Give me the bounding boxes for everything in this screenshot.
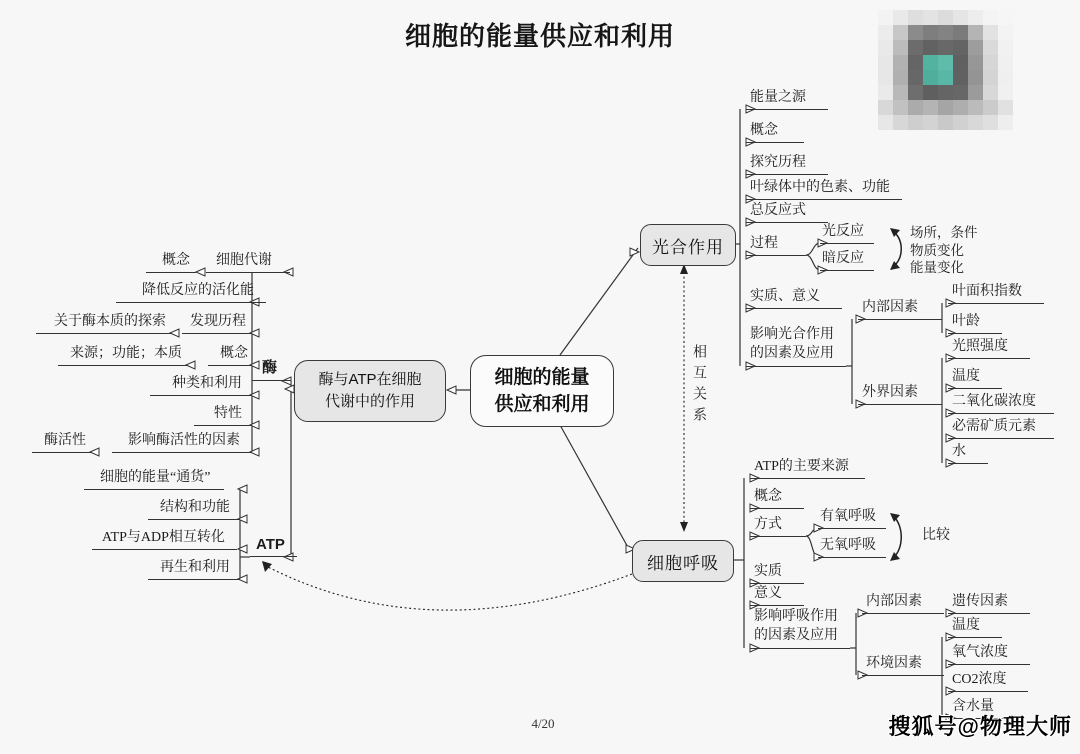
logo-pixel [998, 115, 1013, 130]
logo-pixel [953, 40, 968, 55]
logo-pixel [938, 70, 953, 85]
open-arrow-left [196, 268, 205, 276]
logo-pixel [968, 115, 983, 130]
logo-pixel [998, 85, 1013, 100]
logo-pixel [908, 115, 923, 130]
leaf-resp-factors-line2: 的因素及应用 [754, 628, 838, 643]
logo-pixel [983, 70, 998, 85]
logo-pixel [893, 40, 908, 55]
leaf-resp-genetic: 遗传因素 [948, 593, 1030, 614]
open-arrow-left [238, 485, 247, 493]
leaf-photo-minerals: 必需矿质元素 [948, 418, 1054, 439]
logo-pixel [878, 115, 893, 130]
leaf-resp-internal: 内部因素 [862, 593, 944, 614]
leaf-resp-environment: 环境因素 [862, 655, 944, 676]
process-note-line3: 能量变化 [910, 260, 964, 275]
enzyme-atp-node-line1: 酶与ATP在细胞 [318, 371, 422, 388]
center-node-line2: 供应和利用 [494, 394, 590, 415]
logo-pixel [923, 115, 938, 130]
leaf-resp-essence: 实质 [750, 563, 804, 584]
leaf-atp-conversion: ATP与ADP相互转化 [92, 529, 237, 550]
logo-pixel [938, 85, 953, 100]
logo-pixel [908, 25, 923, 40]
leaf-enzyme-concept-tag: 概念 [146, 252, 196, 273]
logo-pixel [878, 100, 893, 115]
leaf-enzyme-activity-factors: 影响酶活性的因素 [112, 432, 252, 453]
photosynthesis-node: 光合作用 [640, 224, 736, 266]
logo-pixel [878, 40, 893, 55]
logo-pixel [923, 100, 938, 115]
logo-pixel [878, 55, 893, 70]
leaf-photo-factors [746, 325, 846, 367]
relation-label: 相互关系 [691, 344, 706, 428]
logo-pixel [983, 85, 998, 100]
logo-pixel [953, 10, 968, 25]
leaf-atp-structure: 结构和功能 [148, 499, 240, 520]
logo-pixel [923, 55, 938, 70]
logo-pixel [893, 25, 908, 40]
process-note [910, 224, 978, 277]
logo-pixel [953, 25, 968, 40]
logo-pixel [968, 55, 983, 70]
respiration-node: 细胞呼吸 [632, 540, 734, 582]
leaf-photo-pigments: 叶绿体中的色素、功能 [746, 179, 902, 200]
leaf-photo-leaf-index: 叶面积指数 [948, 283, 1044, 304]
leaf-photo-leaf-age: 叶龄 [948, 313, 1002, 334]
logo-pixel [953, 70, 968, 85]
logo-pixel [908, 10, 923, 25]
logo-pixel [878, 25, 893, 40]
leaf-resp-moisture: 含水量 [948, 698, 1016, 719]
logo-pixel [998, 70, 1013, 85]
logo-pixel [908, 100, 923, 115]
logo-pixel [938, 100, 953, 115]
logo-pixel [998, 55, 1013, 70]
logo-pixel [983, 25, 998, 40]
logo-pixel [983, 55, 998, 70]
logo-pixel [893, 100, 908, 115]
logo-pixel [923, 25, 938, 40]
logo-pixel [908, 55, 923, 70]
atp-label: ATP [250, 536, 297, 557]
logo-pixel [938, 115, 953, 130]
logo-pixel [968, 100, 983, 115]
logo-pixel [968, 25, 983, 40]
enzyme-atp-node [294, 360, 446, 422]
open-arrow-left [447, 386, 456, 394]
leaf-photo-water: 水 [948, 443, 988, 464]
leaf-resp-mode: 方式 [750, 516, 806, 537]
leaf-resp-meaning: 意义 [750, 585, 804, 606]
logo-pixel [998, 40, 1013, 55]
center-node [470, 355, 614, 427]
logo-pixel [953, 85, 968, 100]
leaf-enzyme-activity: 酶活性 [32, 432, 92, 453]
logo-pixel [998, 100, 1013, 115]
logo-pixel [938, 40, 953, 55]
logo-pixel [998, 25, 1013, 40]
logo-pixel [968, 70, 983, 85]
leaf-enzyme-metabolism: 细胞代谢 [206, 252, 290, 273]
enzyme-label: 酶 [252, 360, 291, 381]
leaf-photo-light-intensity: 光照强度 [948, 338, 1030, 359]
logo-pixel [983, 10, 998, 25]
leaf-photo-factors-line1: 影响光合作用 [750, 327, 834, 342]
logo-pixel [968, 40, 983, 55]
logo-pixel [893, 10, 908, 25]
leaf-atp-currency: 细胞的能量“通货” [84, 469, 224, 490]
leaf-enzyme-discovery: 发现历程 [182, 313, 252, 334]
leaf-photo-essence-meaning: 实质、意义 [746, 288, 842, 309]
leaf-photo-internal: 内部因素 [858, 299, 942, 320]
leaf-resp-factors-line1: 影响呼吸作用 [754, 609, 838, 624]
logo-pixel [878, 85, 893, 100]
logo-pixel [953, 115, 968, 130]
leaf-photo-temperature: 温度 [948, 368, 1002, 389]
leaf-photo-external: 外界因素 [858, 384, 942, 405]
logo-pixel [938, 55, 953, 70]
logo-pixel [938, 10, 953, 25]
leaf-resp-factors [750, 607, 850, 649]
logo-pixel [953, 100, 968, 115]
logo-pixel [908, 70, 923, 85]
leaf-photo-equation: 总反应式 [746, 202, 828, 223]
leaf-enzyme-kinds-use: 种类和利用 [150, 375, 252, 396]
leaf-resp-anaerobic: 无氧呼吸 [818, 537, 886, 558]
logo-pixel [893, 85, 908, 100]
logo-pixel [893, 70, 908, 85]
watermark: 搜狐号@物理大师 [888, 714, 1072, 739]
open-arrow-left [285, 385, 294, 393]
logo-pixel [923, 10, 938, 25]
leaf-atp-regeneration: 再生和利用 [148, 559, 240, 580]
compare-label: 比较 [922, 528, 950, 543]
process-note-line1: 场所，条件 [910, 225, 978, 240]
enzyme-atp-node-line2: 代谢中的作用 [324, 393, 415, 410]
page-title: 细胞的能量供应和利用 [404, 21, 675, 51]
leaf-enzyme-activation: 降低反应的活化能 [116, 282, 266, 303]
leaf-photo-energy-source: 能量之源 [746, 89, 828, 110]
logo-pixel [878, 10, 893, 25]
leaf-resp-co2: CO2浓度 [948, 671, 1028, 692]
leaf-photo-concept: 概念 [746, 122, 804, 143]
logo-pixel [998, 10, 1013, 25]
leaf-resp-concept: 概念 [750, 488, 804, 509]
logo-pixel [923, 40, 938, 55]
logo-pixel [968, 10, 983, 25]
logo-pixel [983, 40, 998, 55]
leaf-photo-light-reaction: 光反应 [820, 223, 874, 244]
center-node-line1: 细胞的能量 [494, 367, 590, 388]
open-arrow-left [238, 545, 247, 553]
logo-pixel [893, 55, 908, 70]
leaf-resp-oxygen: 氧气浓度 [948, 644, 1030, 665]
logo-pixel [893, 115, 908, 130]
logo-pixel [968, 85, 983, 100]
logo-pixel [908, 40, 923, 55]
dashed-relations [266, 272, 684, 610]
pixelated-logo [878, 10, 1013, 130]
process-note-line2: 物质变化 [910, 242, 964, 258]
leaf-resp-aerobic: 有氧呼吸 [818, 508, 886, 529]
logo-pixel [938, 25, 953, 40]
logo-pixel [983, 100, 998, 115]
logo-pixel [878, 70, 893, 85]
logo-pixel [953, 55, 968, 70]
leaf-enzyme-concept: 概念 [208, 345, 252, 366]
logo-pixel [923, 70, 938, 85]
leaf-photo-factors-line2: 的因素及应用 [750, 346, 834, 361]
leaf-photo-process: 过程 [746, 235, 806, 256]
leaf-resp-temperature: 温度 [948, 617, 1002, 638]
logo-pixel [923, 85, 938, 100]
logo-pixel [908, 85, 923, 100]
leaf-photo-dark-reaction: 暗反应 [820, 250, 874, 271]
leaf-photo-co2: 二氧化碳浓度 [948, 393, 1054, 414]
atp-respiration-dotted-curve [266, 566, 632, 610]
leaf-photo-exploration: 探究历程 [746, 154, 828, 175]
leaf-enzyme-properties: 特性 [194, 405, 252, 426]
page-number: 4/20 [531, 716, 555, 731]
logo-pixel [983, 115, 998, 130]
leaf-enzyme-essence-explore: 关于酶本质的探索 [36, 313, 172, 334]
leaf-resp-atp-source: ATP的主要来源 [750, 458, 865, 479]
leaf-enzyme-source-function: 来源；功能；本质 [58, 345, 188, 366]
